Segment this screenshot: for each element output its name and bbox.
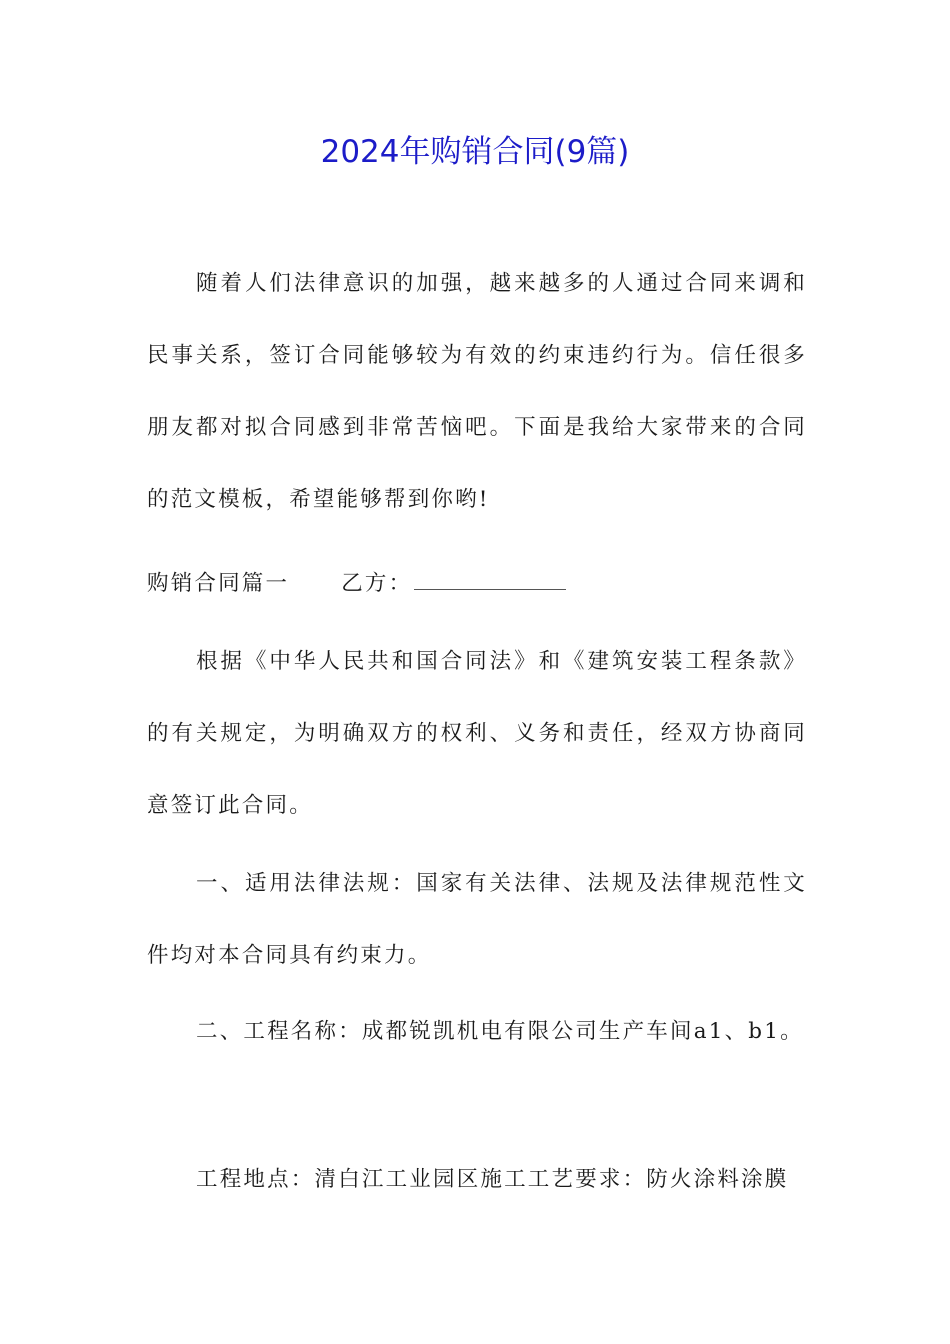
location-paragraph: 工程地点：清白江工业园区施工工艺要求：防火涂料涂膜 <box>196 1167 789 1192</box>
party-b-blank <box>414 588 566 590</box>
document-title: 2024年购销合同(9篇) <box>320 134 630 170</box>
section-heading-line <box>147 548 807 620</box>
party-b-label: 乙方： <box>341 571 413 596</box>
law-paragraph: 一、适用法律法规：国家有关法律、法规及法律规范性文件均对本合同具有约束力。 <box>147 871 807 968</box>
project-paragraph: 二、工程名称：成都锐凯机电有限公司生产车间a1、b1。 <box>196 1019 804 1044</box>
section-title: 购销合同篇一 <box>147 571 290 596</box>
intro-paragraph: 随着人们法律意识的加强，越来越多的人通过合同来调和民事关系，签订合同能够较为有效的约束违约行为。信任很多朋友都对拟合同感到非常苦恼吧。下面是我给大家带来的合同的范文模板，希望能够帮到你哟! <box>147 271 807 512</box>
basis-paragraph: 根据《中华人民共和国合同法》和《建筑安装工程条款》的有关规定，为明确双方的权利、义务和责任，经双方协商同意签订此合同。 <box>147 649 807 818</box>
